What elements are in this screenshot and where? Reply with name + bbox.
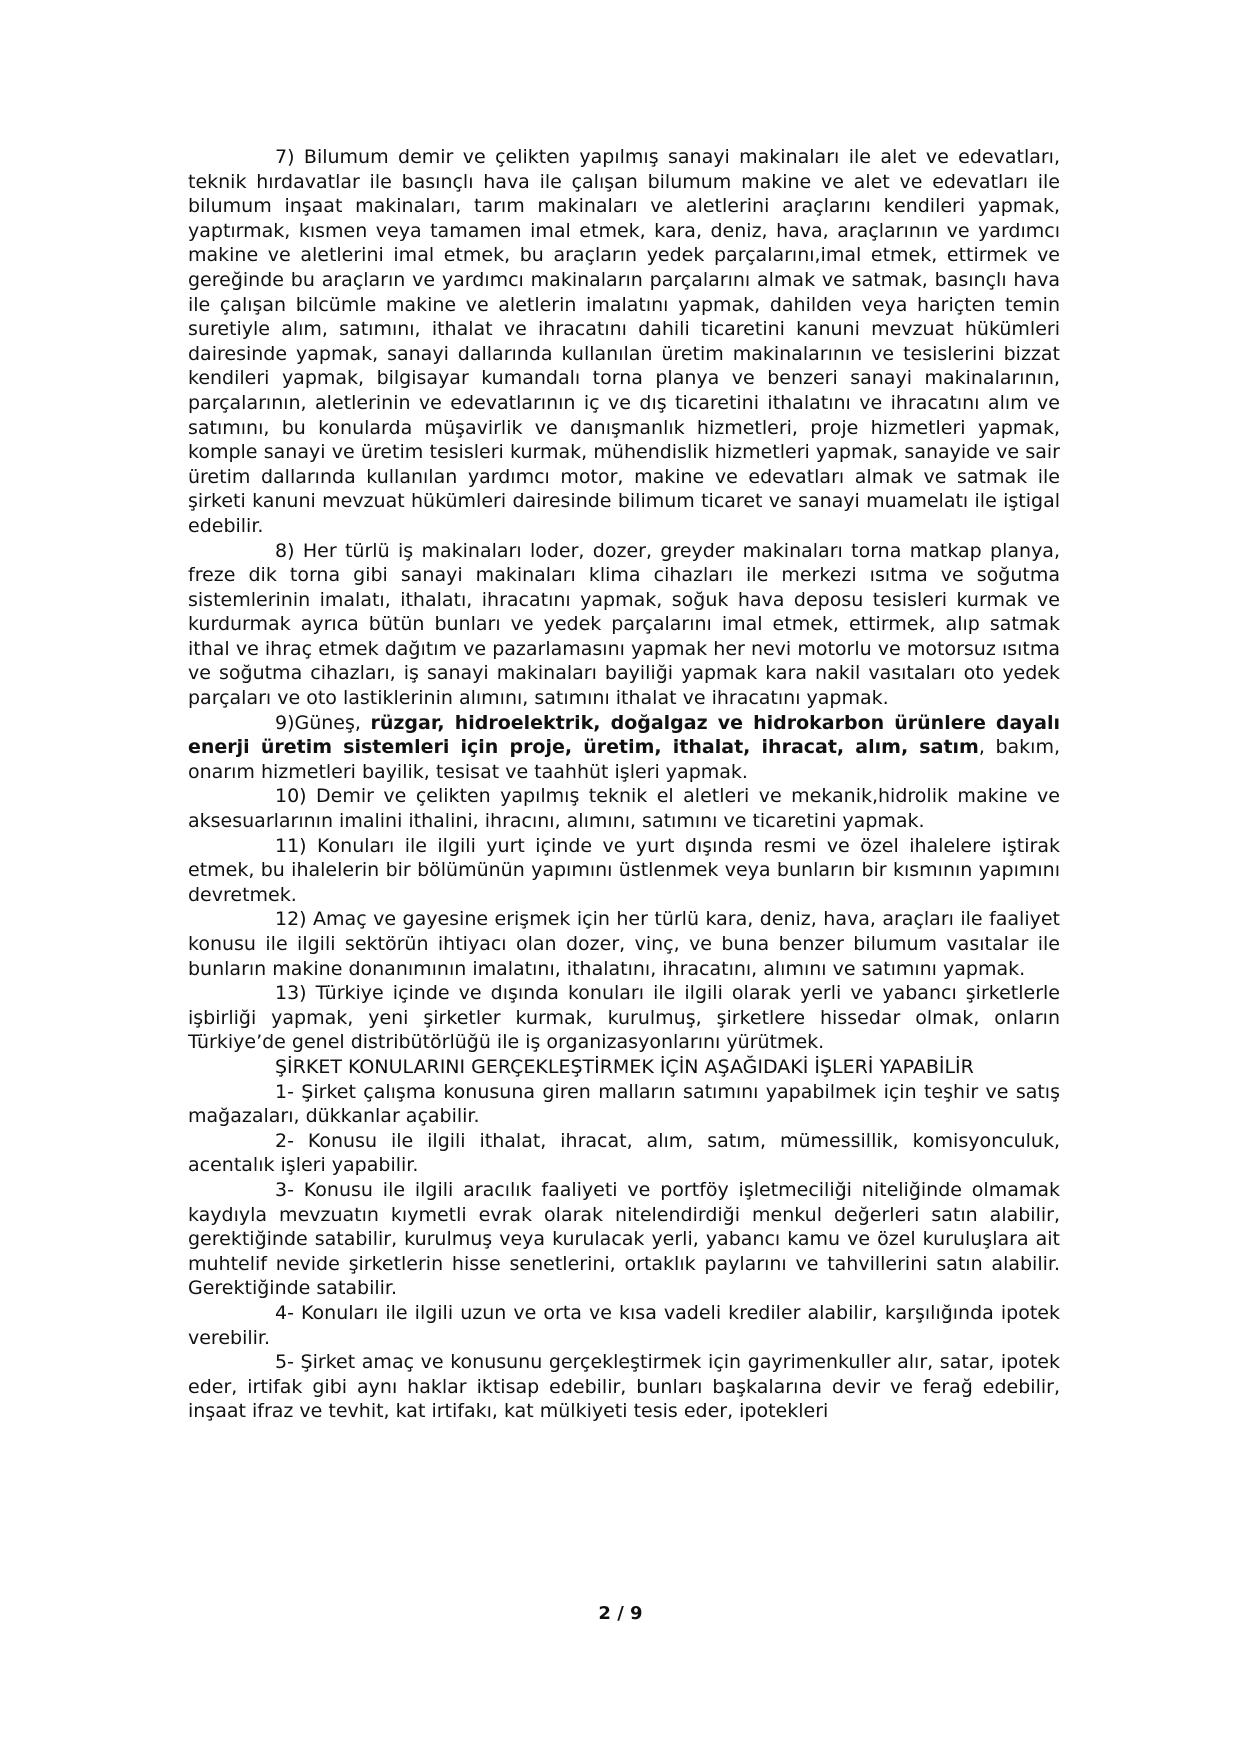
section-heading: ŞİRKET KONULARINI GERÇEKLEŞTİRMEK İÇİN AŞAĞIDAKİ İŞLERİ YAPABİLİR (275, 1055, 974, 1078)
article-item-11: 11) Konuları ile ilgili yurt içinde ve yurt dışında resmi ve özel ihalelere iştirak etmek, bu ihalelerin bir bölümünün yapımını üstlenmek veya bunların bir kısmının yapımını devretmek. (188, 834, 1060, 906)
item-9-bold-text: rüzgar, hidroelektrik, doğalgaz ve hidrokarbon ürünlere dayalı enerji üretim sistemleri için proje, üretim, ithalat, ihracat, alım, satım (188, 711, 1061, 759)
sub-item-4: 4- Konuları ile ilgili uzun ve orta ve kısa vadeli krediler alabilir, karşılığında ipotek verebilir. (188, 1301, 1060, 1349)
sub-item-3: 3- Konusu ile ilgili aracılık faaliyeti ve portföy işletmeciliği niteliğinde olmamak kaydıyla mevzuatın kıymetli evrak olarak nitelendirdiği menkul değerleri satın alabilir, gerektiğinde satabilir, kurulmuş veya kurulacak yerli, yabancı kamu ve özel kuruluşlara ait muhtelif nevide şirketlerin hisse senetlerini, ortaklık paylarını ve tahvillerini satın alabilir. Gerektiğinde satabilir. (188, 1178, 1060, 1300)
article-item-12: 12) Amaç ve gayesine erişmek için her türlü kara, deniz, hava, araçları ile faaliyet konusu ile ilgili sektörün ihtiyacı olan dozer, vinç, ve buna benzer bilumum vasıtalar ile bunların makine donanımının imalatını, ithalatını, ihracatını, alımını ve satımını yapmak. (188, 908, 1060, 980)
article-item-13: 13) Türkiye içinde ve dışında konuları ile ilgili olarak yerli ve yabancı şirketlerle işbirliği yapmak, yeni şirketler kurmak, kurulmuş, şirketlere hissedar olmak, onların Türkiye’de genel distribütörlüğü ile iş organizasyonlarını yürütmek. (188, 982, 1060, 1054)
sub-item-2: 2- Konusu ile ilgili ithalat, ihracat, alım, satım, mümessillik, komisyonculuk, acentalık işleri yapabilir. (188, 1129, 1060, 1177)
document-body (188, 145, 1060, 1424)
article-item-10: 10) Demir ve çelikten yapılmış teknik el aletleri ve mekanik,hidrolik makine ve aksesuarlarının imalini ithalini, ihracını, alımını, satımını ve ticaretini yapmak. (188, 785, 1060, 833)
article-item-8: 8) Her türlü iş makinaları loder, dozer, greyder makinaları torna matkap planya, freze dik torna gibi sanayi makinaları klima cihazları ile merkezi ısıtma ve soğutma sistemlerinin imalatı, ithalatı, ihracatını yapmak, soğuk hava deposu tesisleri kurmak ve kurdurmak ayrıca bütün bunları ve yedek parçalarını imal etmek, ettirmek, alıp satmak ithal ve ihraç etmek dağıtım ve pazarlamasını yapmak her nevi motorlu ve motorsuz ısıtma ve soğutma cihazları, iş sanayi makinaları bayiliği yapmak kara nakil vasıtaları oto yedek parçaları ve oto lastiklerinin alımını, satımını ithalat ve ihracatını yapmak. (188, 539, 1060, 710)
item-9-tail: , bakım, onarım hizmetleri bayilik, tesisat ve taahhüt işleri yapmak. (188, 736, 1060, 783)
page-number: 2 / 9 (598, 1603, 643, 1624)
sub-item-1: 1- Şirket çalışma konusuna giren malların satımını yapabilmek için teşhir ve satış mağazaları, dükkanlar açabilir. (188, 1080, 1060, 1128)
item-9-lead: 9)Güneş, (275, 711, 371, 734)
article-item-9 (188, 711, 1060, 785)
sub-item-5: 5- Şirket amaç ve konusunu gerçekleştirmek için gayrimenkuller alır, satar, ipotek eder, irtifak gibi aynı haklar iktisap edebilir, bunları başkalarına devir ve ferağ edebilir, inşaat ifraz ve tevhit, kat irtifakı, kat mülkiyeti tesis eder, ipotekleri (188, 1351, 1060, 1423)
article-item-7: 7) Bilumum demir ve çelikten yapılmış sanayi makinaları ile alet ve edevatları, teknik hırdavatlar ile basınçlı hava ile çalışan bilumum makine ve alet ve edevatları ile bilumum inşaat makinaları, tarım makinaları ve aletlerini araçlarını kendileri yapmak, yaptırmak, kısmen veya tamamen imal etmek, kara, deniz, hava, araçlarının ve yardımcı makine ve aletlerini imal etmek, bu araçların yedek parçalarını,imal etmek, ettirmek ve gereğinde bu araçların ve yardımcı makinaların parçalarını almak ve satmak, basınçlı hava ile çalışan bilcümle makine ve aletlerin imalatını yapmak, dahilden veya hariçten temin suretiyle alım, satımını, ithalat ve ihracatını dahili ticaretini kanuni mevzuat hükümleri dairesinde yapmak, sanayi dallarında kullanılan üretim makinalarının ve tesislerini bizzat kendileri yapmak, bilgisayar kumandalı torna planya ve benzeri sanayi makinalarının, parçalarının, aletlerinin ve edevatlarının iç ve dış ticaretini ithalatını ve ihracatını alım ve satımını, bu konularda müşavirlik ve danışmanlık hizmetleri, proje hizmetleri yapmak, komple sanayi ve üretim tesisleri kurmak, mühendislik hizmetleri yapmak, sanayide ve sair üretim dallarında kullanılan yardımcı motor, makine ve edevatları almak ve satmak ile şirketi kanuni mevzuat hükümleri dairesinde bilimum ticaret ve sanayi muamelatı ile iştigal edebilir. (188, 146, 1060, 537)
